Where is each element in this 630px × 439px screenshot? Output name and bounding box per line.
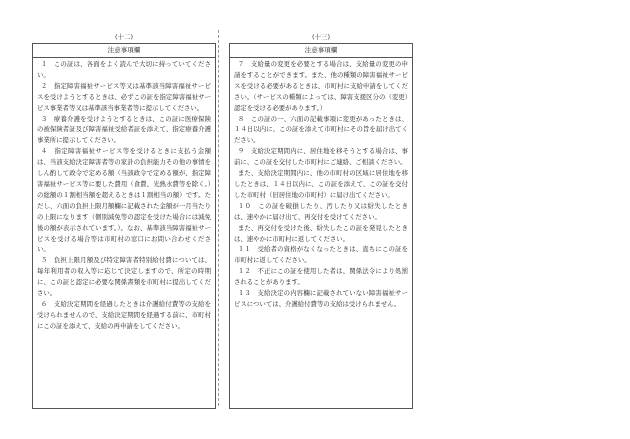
notice-panel-12 (32, 43, 216, 409)
notice-column-13 (229, 33, 413, 409)
notice-paragraph: ２ 指定障害福祉サービス等又は基準該当障害福祉サービスを受けようとするときは、必ずこの証を指定障害福祉サービス事業者等又は基準該当事業者等に提示してください。 (37, 81, 211, 112)
notice-paragraph: ４ 指定障害福祉サービス等を受けるときに支払う金額は、当該支給決定障害者等の家計の負担能力その他の事情をしん酌して政令で定める額（当該政令で定める額が、指定障害福祉サービス等に要した費用（食費、光熱水費等を除く。）の総額の１割相当額を超えるときは１割相当の額）です。ただし、六面の負担上限月額欄に記載された金額が一月当たりの上限になります（個別減免等の認定を受けた場合には減免後の額が表示されています。）。なお、基準該当障害福祉サービスを受ける場合等は市町村の窓口にお問い合わせください。 (37, 147, 211, 254)
notice-paragraph: １０ この証を破損したり、汚したり又は紛失したときは、速やかに届け出て、再交付を受けてください。 (234, 201, 408, 221)
notice-header-12: 注意事項欄 (33, 44, 215, 58)
notice-header-13: 注意事項欄 (230, 44, 412, 58)
notice-paragraph: また、再交付を受けた後、紛失したこの証を発見したときは、速やかに市町村に返してください。 (234, 223, 408, 243)
notice-body-13 (230, 58, 412, 310)
notice-paragraph: ９ 支給決定期間内に、居住地を移そうとする場合は、事前に、この証を交付した市町村にご連絡、ご相談ください。 (234, 147, 408, 167)
fold-divider (218, 30, 219, 406)
notice-paragraph: ５ 負担上限月額及び特定障害者特別給付費については、毎年利用者の収入等に応じて決定しますので、所定の時期に、この証と認定に必要な関係書類を市町村に提出してください。 (37, 256, 211, 298)
notice-paragraph: ６ 支給決定期間を経過したときは介護給付費等の支給を受けられませんので、支給決定期間を経過する前に、市町村にこの証を添えて、支給の再申請をしてください。 (37, 299, 211, 330)
notice-paragraph: １２ 不正にこの証を使用した者は、関係法令により処罰されることがあります。 (234, 267, 408, 287)
notice-body-12 (33, 58, 215, 332)
notice-column-12 (32, 33, 216, 409)
notice-paragraph: また、支給決定期間内に、他の市町村の区域に居住地を移したときは、１４日以内に、この証を添えて、この証を交付した市町村（旧居住地の市町村）に届け出てください。 (234, 169, 408, 199)
notice-paragraph: １３ 支給決定の内容欄に記載されていない障害福祉サービスについては、介護給付費等の支給は受けられません。 (234, 289, 408, 308)
notice-panel-13 (229, 43, 413, 409)
page-number-13: (十三) (311, 33, 331, 41)
notice-paragraph: １ この証は、各面をよく読んで大切に持っていてください。 (37, 60, 211, 79)
page-number-12: (十二) (114, 33, 134, 41)
notice-paragraph: ３ 療養介護を受けようとするときは、この証に医療保険の被保険者証及び障害福祉受給者証を添えて、指定療養介護事業所に提示してください。 (37, 114, 211, 145)
notice-paragraph: １１ 受給者の資格がなくなったときは、直ちにこの証を市町村に返してください。 (234, 245, 408, 265)
notice-paragraph: ７ 支給量の変更を必要とする場合は、支給量の変更の申請をすることができます。また、他の種類の障害福祉サービスを受ける必要があるときは、市町村に支給申請をしてください。（サービスの種類によっては、障害支援区分の（変更）認定を受ける必要があります。） (234, 60, 408, 112)
notice-paragraph: ８ この証の一、六面の記載事項に変更があったときは、１４日以内に、この証を添えて市町村にその旨を届け出てください。 (234, 114, 408, 145)
